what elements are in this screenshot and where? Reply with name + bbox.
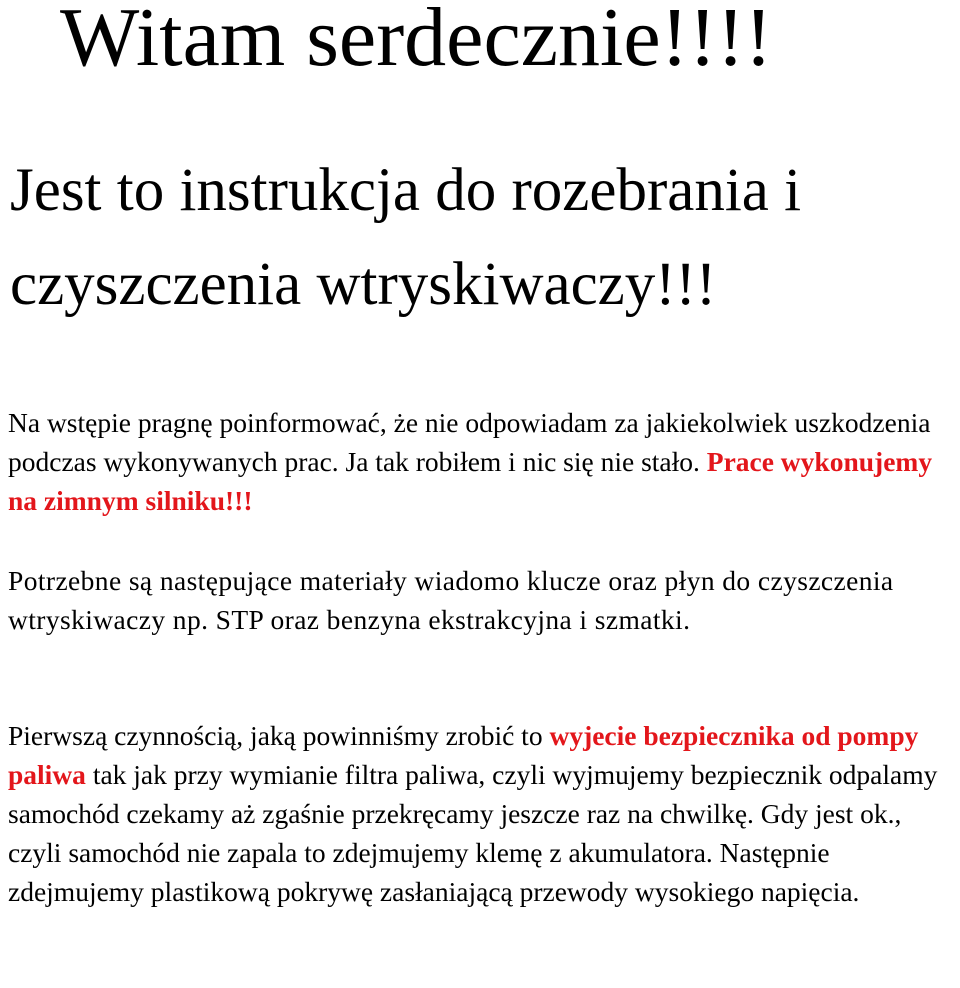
fuel-pump-fuse-highlight: wyjecie bezpiecznika od pompy paliwa (8, 720, 919, 790)
disclaimer-text: Na wstępie pragnę poinformować, że nie odpowiadam za jakiekolwiek uszkodzenia podczas wykonywanych prac. Ja tak robiłem i nic się nie stało. (8, 407, 931, 477)
cold-engine-warning: Prace wykonujemy na zimnym silniku!!! (8, 446, 933, 516)
first-step-paragraph (8, 716, 960, 911)
page-subtitle: Jest to instrukcja do rozebrania i czyszczenia wtryskiwaczy!!! (10, 157, 802, 318)
page-title: Witam serdecznie!!!! (60, 0, 773, 84)
disclaimer-paragraph (8, 403, 960, 520)
first-step-details: tak jak przy wymianie filtra paliwa, czyli wyjmujemy bezpiecznik odpalamy samochód czekamy aż zgaśnie przekręcamy jeszcze raz na chwilkę. Gdy jest ok., czyli samochód nie zapala to zdejmujemy klemę z akumulatora. Następnie zdejmujemy plastikową pokrywę zasłaniającą przewody wysokiego napięcia. (8, 759, 938, 907)
first-step-intro: Pierwszą czynnością, jaką powinniśmy zrobić to (8, 720, 543, 751)
materials-paragraph: Potrzebne są następujące materiały wiadomo klucze oraz płyn do czyszczenia wtryskiwaczy np. STP oraz benzyna ekstrakcyjna i szmatki. (8, 565, 894, 635)
